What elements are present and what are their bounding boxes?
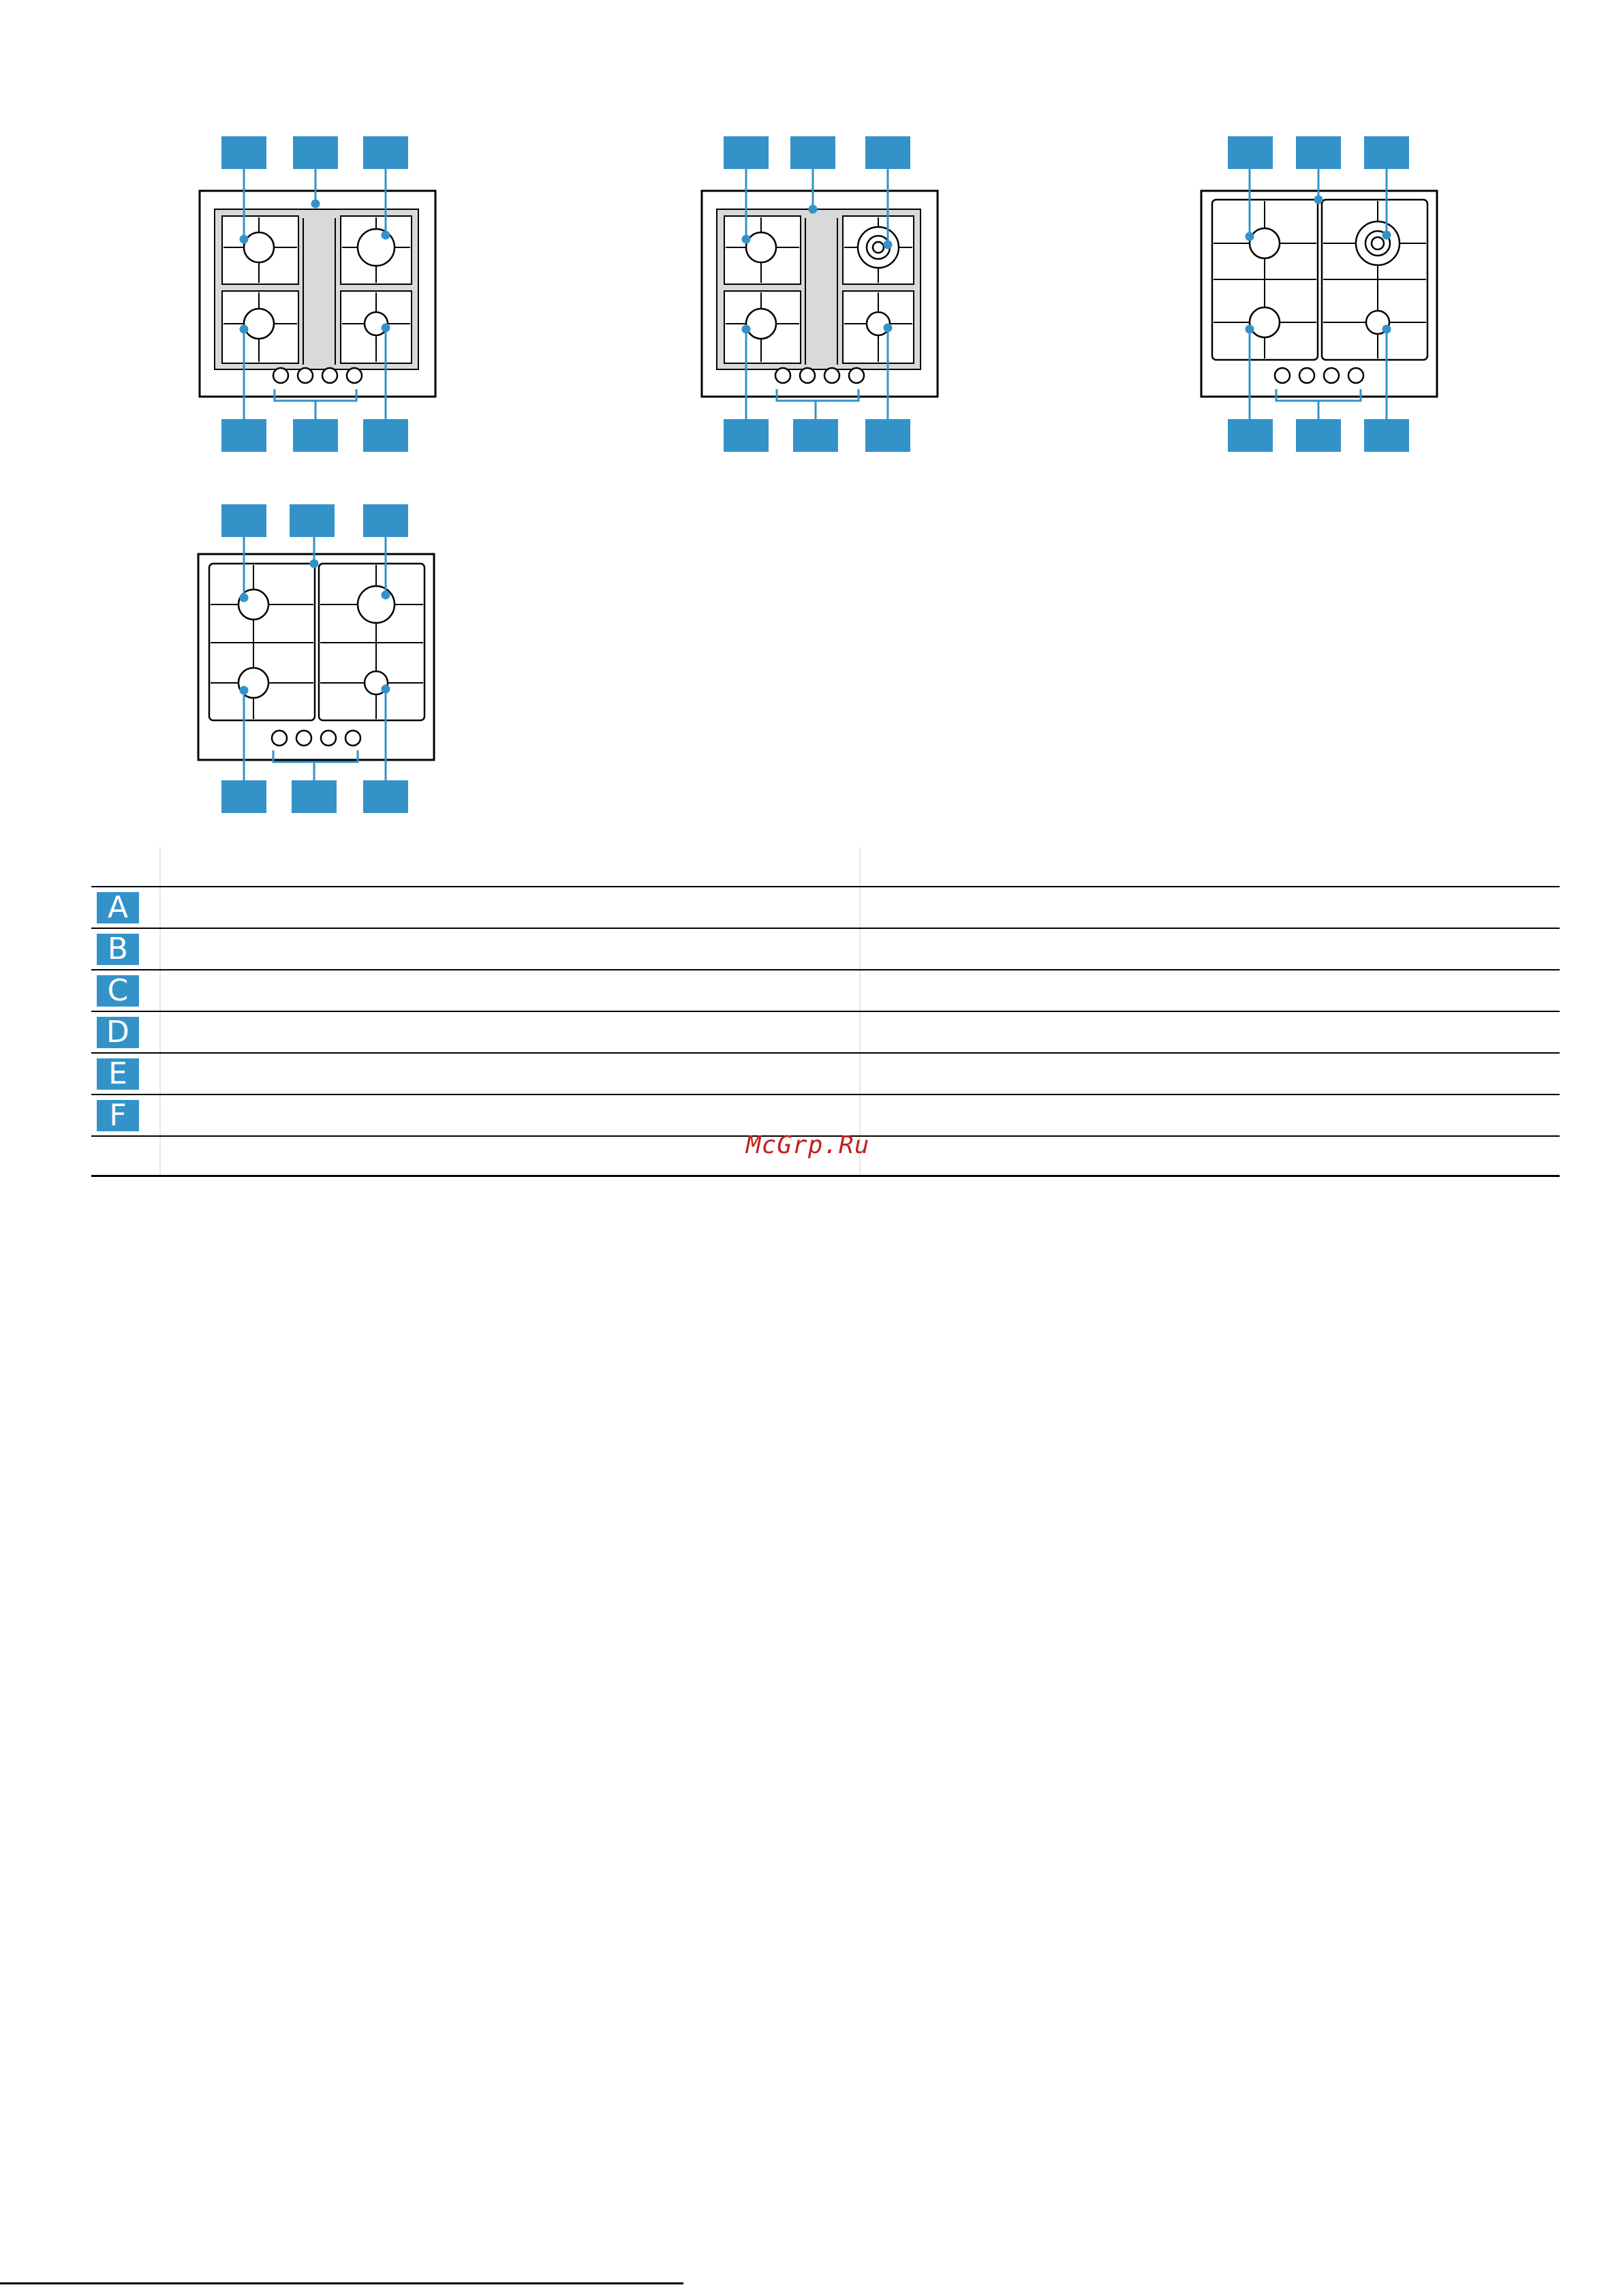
legend-badge: C [97,975,139,1007]
callout-box [363,419,408,452]
legend-header-cell [860,847,1560,887]
legend-row [91,887,1560,928]
legend-cell [160,1011,860,1053]
legend-cell [860,1053,1560,1095]
legend-row [91,928,1560,970]
callout-box [221,136,266,169]
legend-badge: A [97,892,139,923]
legend-cell [160,928,860,970]
legend-row [91,1095,1560,1136]
hob-diagram-3 [1198,133,1470,460]
legend-badge: D [97,1017,139,1048]
legend-badge: E [97,1058,139,1090]
legend-cell [860,887,1560,928]
hob-diagram-2 [693,133,965,460]
hob-diagram-1 [191,133,463,460]
legend-badge: B [97,934,139,965]
legend-header-cell [160,847,860,887]
legend-row [91,1011,1560,1053]
callout-box [363,136,408,169]
legend-cell [860,928,1560,970]
legend-cell [160,887,860,928]
legend-cell [160,1053,860,1095]
legend-header-cell [91,847,160,887]
legend-cell [860,1011,1560,1053]
callout-box [221,419,266,452]
legend-badge: F [97,1100,139,1131]
legend-row [91,1053,1560,1095]
footer-rule [0,2282,683,2284]
legend-cell [860,970,1560,1011]
legend-row [91,970,1560,1011]
callout-box [293,419,338,452]
legend-cell [160,970,860,1011]
hob-diagram-4 [191,501,463,828]
legend-header-row [91,847,1560,887]
callout-box [293,136,338,169]
legend-table [91,847,1560,1177]
legend-cell [860,1095,1560,1136]
legend-cell [160,1095,860,1136]
watermark: McGrp.Ru [746,1131,870,1159]
